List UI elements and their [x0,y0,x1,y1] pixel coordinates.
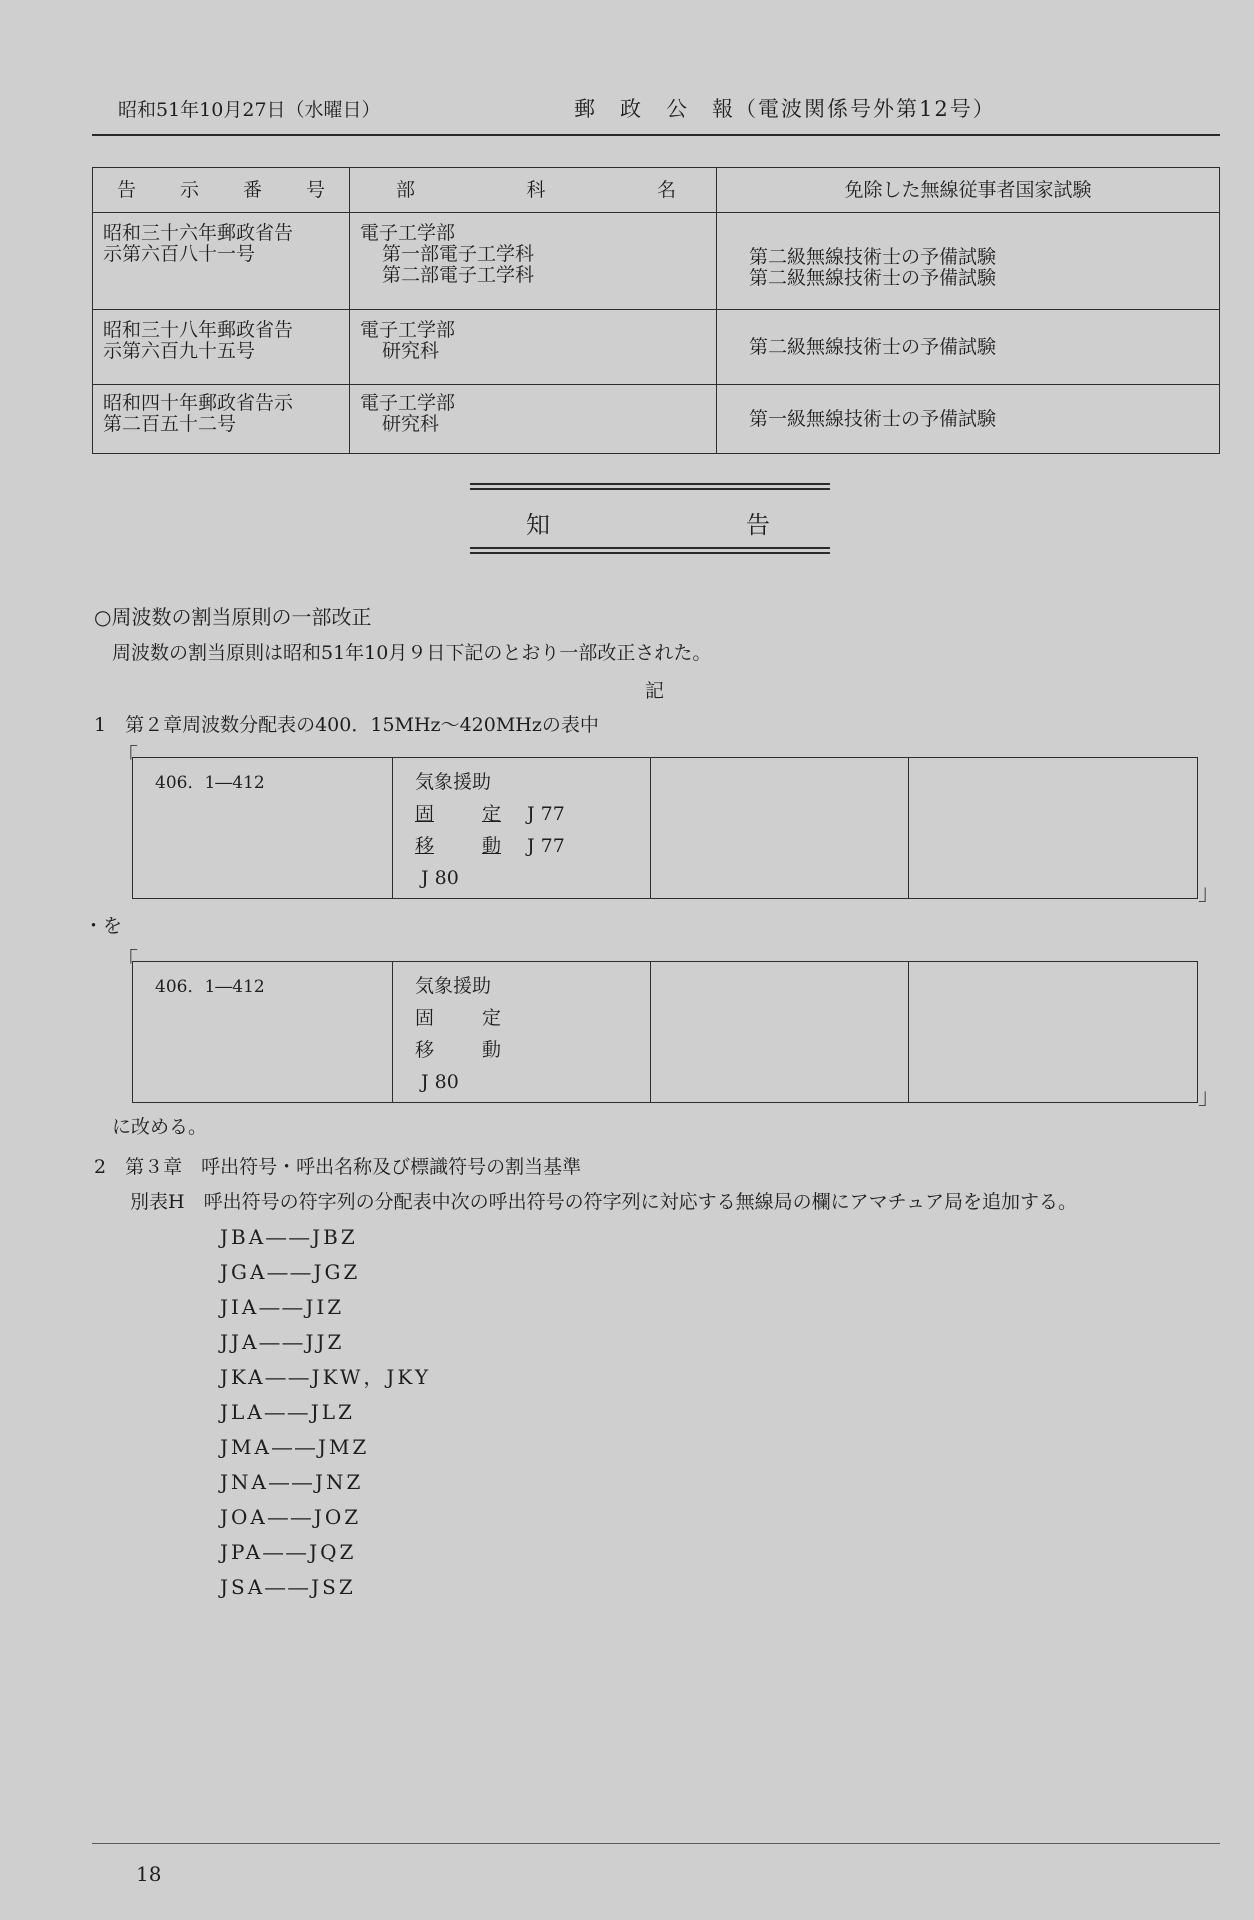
list-item: JIA――JIZ [220,1295,345,1319]
dept-cell: 電子工学部 研究科 [350,385,717,454]
list-item: JNA――JNZ [220,1470,364,1494]
band-cell: 406．1―412 [133,962,393,1102]
list-item: JJA――JJZ [220,1330,345,1354]
notice-title-char-2: 告 [746,511,770,539]
header-date: 昭和51年10月27日（水曜日） [118,99,381,121]
notice-cell: 昭和三十八年郵政省告 示第六百九十五号 [93,310,350,385]
empty-cell [651,962,909,1102]
service-fixed: 固 定 [415,1007,501,1029]
notice-title-box [470,483,830,555]
service-cell: 気象援助 固 定 J 77 移 動 J 77 J 80 [393,758,651,898]
aratameru-text: に改める。 [112,1116,208,1138]
item-2: 2 第３章 呼出符号・呼出名称及び標識符号の割当基準 [94,1156,582,1178]
open-bracket: 「 [116,949,139,974]
list-item: JLA――JLZ [220,1400,355,1424]
footer-rule [92,1843,1220,1844]
band-cell: 406．1―412 [133,758,393,898]
double-rule-bottom [470,547,830,554]
empty-cell [909,758,1197,898]
frequency-table-after [132,961,1198,1103]
table-header-row [93,168,1220,213]
header-rule [92,134,1220,136]
list-item: JSA――JSZ [220,1575,356,1599]
list-item: JKA――JKW，JKY [220,1365,432,1389]
ki-label: 記 [645,680,665,702]
service-mobile: 移 動 J 77 [415,835,565,857]
section-body: 周波数の割当原則は昭和51年10月９日下記のとおり一部改正された。 [112,642,712,664]
empty-cell [651,758,909,898]
exam-cell: 第二級無線技術士の予備試験 [717,310,1220,385]
dept-cell: 電子工学部 第一部電子工学科 第二部電子工学科 [350,213,717,310]
list-item: JGA――JGZ [220,1260,361,1284]
open-bracket: 「 [116,745,139,770]
header-notice-no: 告 示 番 号 [93,168,350,213]
notice-title-char-1: 知 [526,511,550,539]
table-row [93,213,1220,310]
service-cell: 気象援助 固 定 移 動 J 80 [393,962,651,1102]
wo-label: ・を [84,915,123,937]
dept-cell: 電子工学部 研究科 [350,310,717,385]
page-number: 18 [136,1862,162,1886]
section-heading: ○周波数の割当原則の一部改正 [94,605,372,629]
service-fixed: 固 定 J 77 [415,803,565,825]
double-rule-top [470,483,830,490]
empty-cell [909,962,1197,1102]
publication-title: 郵 政 公 報（電波関係号外第12号） [574,97,996,121]
service-mobile: 移 動 [415,1039,501,1061]
callsign-list [220,1220,431,1605]
header-exam: 免除した無線従事者国家試験 [717,168,1220,213]
list-item: JMA――JMZ [220,1435,370,1459]
list-item: JPA――JQZ [220,1540,357,1564]
exam-cell: 第一級無線技術士の予備試験 [717,385,1220,454]
exam-cell: 第二級無線技術士の予備試験 第二級無線技術士の予備試験 [717,213,1220,310]
close-bracket: 」 [1198,881,1221,906]
exemption-table [92,167,1220,454]
close-bracket: 」 [1198,1085,1221,1110]
table-row [93,385,1220,454]
header-dept: 部 科 名 [350,168,717,213]
table-row [93,310,1220,385]
frequency-table-before [132,757,1198,899]
list-item: JOA――JOZ [220,1505,362,1529]
list-item: JBA――JBZ [220,1225,358,1249]
item-1: 1 第２章周波数分配表の400．15MHz～420MHzの表中 [94,714,599,736]
notice-cell: 昭和三十六年郵政省告 示第六百八十一号 [93,213,350,310]
appendix-h-text: 別表H 呼出符号の符字列の分配表中次の呼出符号の符字列に対応する無線局の欄にアマチュア局を追加する。 [130,1191,1078,1213]
notice-cell: 昭和四十年郵政省告示 第二百五十二号 [93,385,350,454]
